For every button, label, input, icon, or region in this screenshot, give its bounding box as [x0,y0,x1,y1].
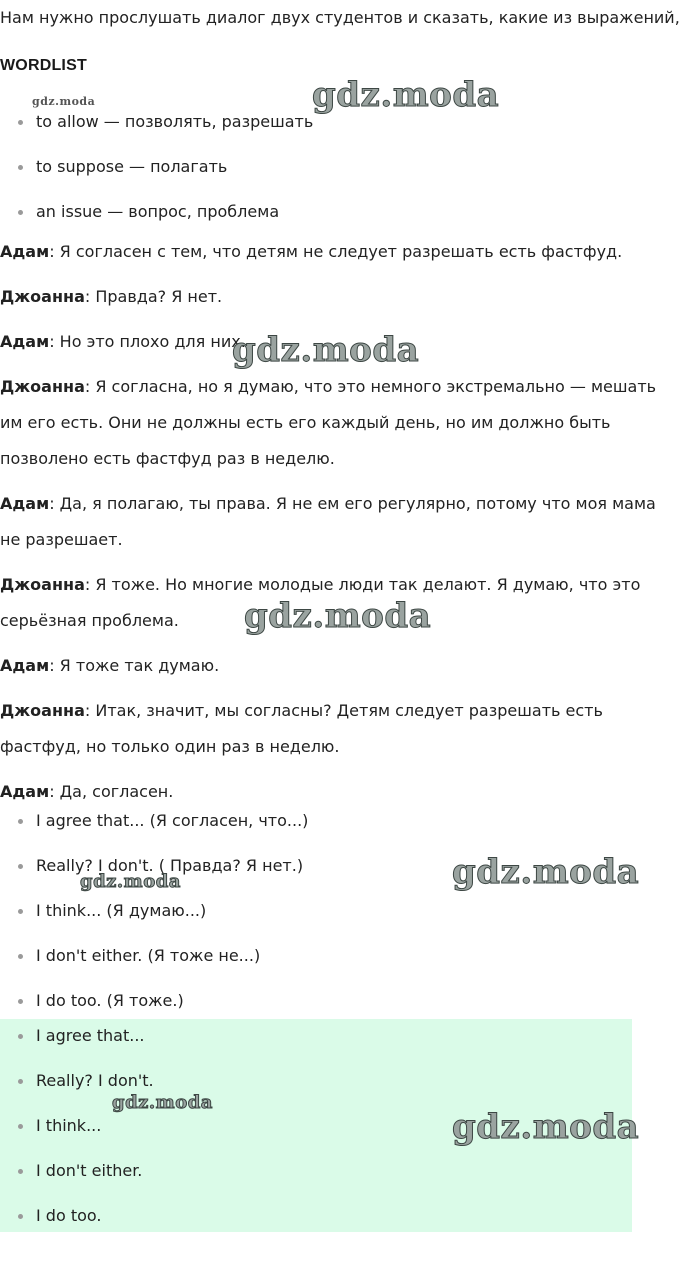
speaker-name: Адам [0,242,50,261]
answer-text: I agree that... [36,1026,145,1045]
bullet-icon [18,999,23,1004]
phrase-list [0,810,640,1035]
bullet-icon [18,864,23,869]
phrase-text: I do too. (Я тоже.) [36,991,184,1010]
dialogue-text: : Правда? Я нет. [84,287,223,306]
dialogue-text: : Я тоже так думаю. [49,656,220,675]
speaker-name: Адам [0,494,50,513]
bullet-icon [18,1079,23,1084]
wordlist-item-text: an issue — вопрос, проблема [36,202,280,221]
bullet-icon [18,120,23,125]
speaker-name: Адам [0,782,50,801]
dialogue-text: : Да, я полагаю, ты права. Я не ем его регулярно, потому что моя мама не разрешает. [0,494,656,549]
dialogue-text: : Я тоже. Но многие молодые люди так делают. Я думаю, что это серьёзная проблема. [0,575,641,630]
bullet-icon [18,1124,23,1129]
bullet-icon [18,1034,23,1039]
wordlist-item-text: to suppose — полагать [36,157,228,176]
answer-text: I don't either. [36,1161,143,1180]
answer-text: Really? I don't. [36,1071,154,1090]
watermark-logo: gdz.moda [312,75,500,115]
dialogue-line [0,486,676,567]
watermark-logo: gdz.moda [452,852,640,892]
bullet-icon [18,1214,23,1219]
dialogue-text: : Но это плохо для них. [49,332,246,351]
dialogue-line [0,369,676,486]
dialogue-text: : Да, согласен. [49,782,174,801]
bullet-icon [18,819,23,824]
bullet-icon [18,165,23,170]
watermark-logo: gdz.moda [244,596,432,636]
answer-text: I think... [36,1116,102,1135]
phrase-item [0,945,640,990]
bullet-icon [18,210,23,215]
wordlist-item-text: to allow — позволять, разрешать [36,112,314,131]
phrase-text: I don't either. (Я тоже не...) [36,946,261,965]
watermark-logo: gdz.moda [232,330,420,370]
phrase-text: Really? I don't. ( Правда? Я нет.) [36,856,304,875]
dialogue [0,234,676,819]
wordlist-item [0,156,640,201]
watermark-logo: gdz.moda [80,871,181,892]
wordlist [0,111,640,246]
phrase-text: I agree that... (Я согласен, что...) [36,811,309,830]
speaker-name: Джоанна [0,377,85,396]
speaker-name: Джоанна [0,701,85,720]
watermark-logo: gdz.moda [452,1107,640,1147]
phrase-item [0,900,640,945]
bullet-icon [18,954,23,959]
dialogue-line [0,234,676,279]
phrase-item [0,810,640,855]
speaker-name: Джоанна [0,287,85,306]
bullet-icon [18,1169,23,1174]
wordlist-heading: WORDLIST [0,57,87,74]
speaker-name: Адам [0,332,50,351]
dialogue-text: : Я согласен с тем, что детям не следует разрешать есть фастфуд. [49,242,623,261]
speaker-name: Джоанна [0,575,85,594]
dialogue-text: : Итак, значит, мы согласны? Детям следует разрешать есть фастфуд, но только один раз в неделю. [0,701,603,756]
bullet-icon [18,909,23,914]
wordlist-item [0,111,640,156]
dialogue-text: : Я согласна, но я думаю, что это немного экстремально — мешать им его есть. Они не должны есть его каждый день, но им должно быть позволено есть фастфуд раз в неделю. [0,377,657,468]
answer-text: I do too. [36,1206,102,1225]
watermark-logo: gdz.moda [32,95,96,108]
dialogue-line [0,693,676,774]
dialogue-line [0,279,676,324]
answer-item [0,1160,640,1205]
phrase-text: I think... (Я думаю...) [36,901,207,920]
answer-item [0,1205,640,1250]
answer-item [0,1025,640,1070]
dialogue-line [0,648,676,693]
speaker-name: Адам [0,656,50,675]
watermark-logo: gdz.moda [112,1092,213,1113]
intro-text: Нам нужно прослушать диалог двух студентов и сказать, какие из выражений, [0,8,680,27]
